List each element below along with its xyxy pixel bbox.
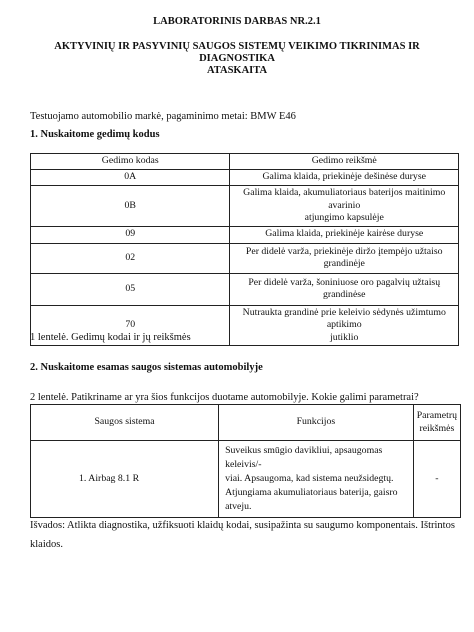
table-row (31, 243, 459, 273)
fault-meaning-line: jutiklio (330, 331, 359, 343)
column-header-meaning: Gedimo reikšmė (230, 154, 459, 170)
fault-meaning (230, 305, 459, 346)
function-line: viai. Apsaugoma, kad sistema neužsidegtų. (225, 473, 394, 484)
vehicle-line: Testuojamo automobilio markė, pagaminimo metai: BMW E46 (30, 111, 296, 122)
fault-code: 0A (31, 170, 230, 186)
report-title: ATASKAITA (206, 65, 268, 76)
fault-code: 70 (31, 305, 230, 346)
column-header-functions: Funkcijos (219, 405, 414, 441)
conclusion-line2: klaidos. (30, 539, 63, 550)
table1-caption: 1 lentelė. Gedimų kodai ir jų reikšmės (30, 332, 191, 343)
fault-meaning (230, 186, 459, 227)
fault-meaning: Per didelė varža, šoniniuose oro pagalvių užtaisų grandinėse (230, 273, 459, 305)
column-header-system: Saugos sistema (31, 405, 219, 441)
table-header-row (31, 405, 461, 441)
table2-caption: 2 lentelė. Patikriname ar yra šios funkcijos duotame automobilyje. Kokie galimi parametrai? (30, 392, 419, 403)
function-line: Atjungiama akumuliatoriaus baterija, gaisro (225, 487, 398, 498)
safety-system-functions (219, 441, 414, 518)
fault-codes-table (30, 153, 459, 346)
fault-meaning-line: Nutraukta grandinė prie keleivio sėdynės užimtumo aptikimo (242, 306, 446, 330)
fault-meaning-line: atjungimo kapsulėje (304, 212, 384, 223)
section1-heading: 1. Nuskaitome gedimų kodus (30, 129, 160, 140)
table-row (31, 186, 459, 227)
column-header-parameters-line: Parametrų (416, 410, 457, 421)
fault-meaning-line: Galima klaida, akumuliatoriaus baterijos maitinimo avarinio (243, 187, 446, 211)
safety-system-name: 1. Airbag 8.1 R (31, 441, 219, 518)
function-line: atveju. (225, 501, 252, 512)
topic-title-line2: DIAGNOSTIKA (199, 53, 275, 64)
safety-systems-table (30, 404, 461, 518)
fault-meaning: Per didelė varža, priekinėje diržo įtempėjo užtaiso grandinėje (230, 243, 459, 273)
table-row (31, 170, 459, 186)
fault-code: 09 (31, 226, 230, 243)
table-row (31, 441, 461, 518)
section2-heading: 2. Nuskaitome esamas saugos sistemas automobilyje (30, 362, 263, 373)
table-row (31, 226, 459, 243)
column-header-code: Gedimo kodas (31, 154, 230, 170)
fault-code: 05 (31, 273, 230, 305)
function-line: Suveikus smūgio davikliui, apsaugomas keleivis/- (225, 445, 383, 470)
fault-code: 02 (31, 243, 230, 273)
column-header-parameters (413, 405, 460, 441)
table-row (31, 273, 459, 305)
topic-title-line1: AKTYVINIŲ IR PASYVINIŲ SAUGOS SISTEMŲ VEIKIMO TIKRINIMAS IR (54, 41, 420, 52)
parameter-value: - (413, 441, 460, 518)
fault-code: 0B (31, 186, 230, 227)
fault-meaning: Galima klaida, priekinėje kairėse duryse (230, 226, 459, 243)
conclusion-line1: Išvados: Atlikta diagnostika, užfiksuoti klaidų kodai, susipažinta su saugumo komponentais. Ištrintos (30, 520, 455, 531)
table-header-row (31, 154, 459, 170)
fault-meaning: Galima klaida, priekinėje dešinėse duryse (230, 170, 459, 186)
column-header-parameters-line: reikšmės (419, 422, 455, 434)
lab-title: LABORATORINIS DARBAS NR.2.1 (153, 16, 321, 27)
